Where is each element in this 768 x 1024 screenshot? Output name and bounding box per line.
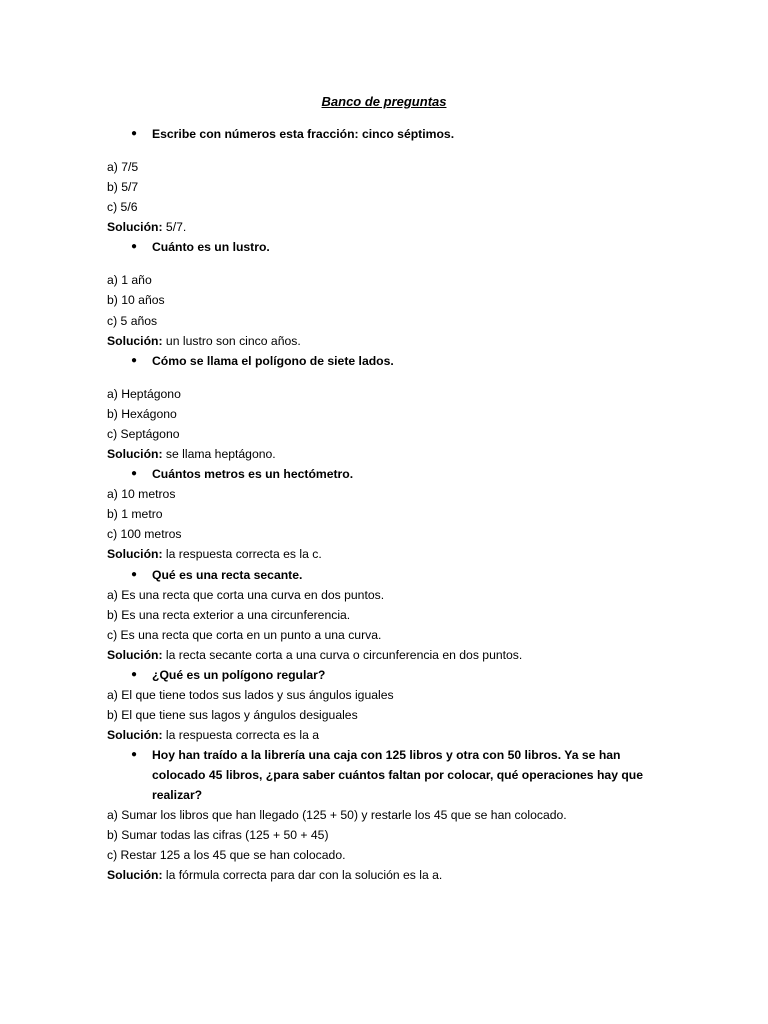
question-block — [107, 565, 667, 665]
solution-line — [107, 217, 667, 237]
question-block — [107, 237, 667, 350]
question-text: ● ¿Qué es un polígono regular? — [107, 665, 667, 685]
answer-option: b) 1 metro — [107, 507, 163, 522]
question-text: ● Cuántos metros es un hectómetro. — [107, 464, 667, 484]
answer-option: c) 5/6 — [107, 200, 138, 215]
solution-label: Solución: — [107, 547, 163, 562]
answer-option: c) 5 años — [107, 313, 158, 328]
document-title: Banco de preguntas — [321, 94, 447, 109]
answer-option: a) El que tiene todos sus lados y sus ángulos iguales — [107, 687, 394, 702]
solution-text: la respuesta correcta es la a — [162, 728, 320, 743]
solution-label: Solución: — [107, 868, 163, 883]
solution-line — [107, 865, 667, 885]
question-text: ● Cuánto es un lustro. — [107, 237, 667, 257]
solution-text: se llama heptágono. — [162, 447, 276, 462]
bullet-icon: ● — [131, 128, 138, 139]
answer-option: c) Septágono — [107, 426, 180, 441]
answer-option: b) 5/7 — [107, 180, 139, 195]
solution-line — [107, 645, 667, 665]
bullet-icon: ● — [131, 241, 138, 253]
answer-option: a) 10 metros — [107, 487, 176, 502]
answer-option: a) Sumar los libros que han llegado (125 + 50) y restarle los 45 que se han colocado. — [107, 808, 567, 823]
solution-label: Solución: — [107, 447, 163, 462]
question-text: ● Escribe con números esta fracción: cinco séptimos. — [107, 124, 667, 144]
solution-line — [107, 444, 667, 464]
bullet-icon: ● — [131, 668, 138, 680]
solution-text: la fórmula correcta para dar con la solución es la a. — [162, 868, 443, 883]
solution-text: un lustro son cinco años. — [162, 333, 301, 348]
answer-option: c) Restar 125 a los 45 que se han colocado. — [107, 848, 346, 863]
answer-option: b) 10 años — [107, 293, 165, 308]
answer-option: a) 1 año — [107, 273, 152, 288]
answer-option: b) Sumar todas las cifras (125 + 50 + 45) — [107, 828, 329, 843]
bullet-icon: ● — [131, 468, 138, 480]
bullet-icon: ● — [131, 354, 138, 366]
question-list — [107, 124, 667, 886]
question-text: ● Cómo se llama el polígono de siete lados. — [107, 351, 667, 371]
answer-option: b) Es una recta exterior a una circunferencia. — [107, 607, 351, 622]
question-block — [107, 124, 667, 237]
answer-option: c) Es una recta que corta en un punto a una curva. — [107, 627, 382, 642]
solution-line — [107, 331, 667, 351]
solution-label: Solución: — [107, 728, 163, 743]
solution-label: Solución: — [107, 220, 163, 235]
question-text: ● Qué es una recta secante. — [107, 565, 667, 585]
solution-label: Solución: — [107, 647, 163, 662]
solution-label: Solución: — [107, 333, 163, 348]
question-block — [107, 745, 667, 885]
answer-option: c) 100 metros — [107, 527, 182, 542]
solution-line — [107, 725, 667, 745]
question-block — [107, 464, 667, 564]
answer-option: b) Hexágono — [107, 406, 177, 421]
solution-text: 5/7. — [162, 220, 187, 235]
bullet-icon: ● — [131, 749, 138, 761]
answer-option: b) El que tiene sus lagos y ángulos desiguales — [107, 707, 358, 722]
solution-text: la recta secante corta a una curva o circunferencia en dos puntos. — [162, 647, 523, 662]
bullet-icon: ● — [131, 568, 138, 580]
answer-option: a) Es una recta que corta una curva en dos puntos. — [107, 587, 385, 602]
question-block — [107, 351, 667, 464]
solution-line — [107, 544, 667, 564]
solution-text: la respuesta correcta es la c. — [162, 547, 322, 562]
answer-option: a) Heptágono — [107, 386, 181, 401]
question-text: ● Hoy han traído a la librería una caja con 125 libros y otra con 50 libros. Ya se han colocado 45 libros, ¿para saber cuántos faltan por colocar, qué operaciones hay que realizar? — [107, 745, 667, 805]
question-block — [107, 665, 667, 745]
answer-option: a) 7/5 — [107, 160, 139, 174]
